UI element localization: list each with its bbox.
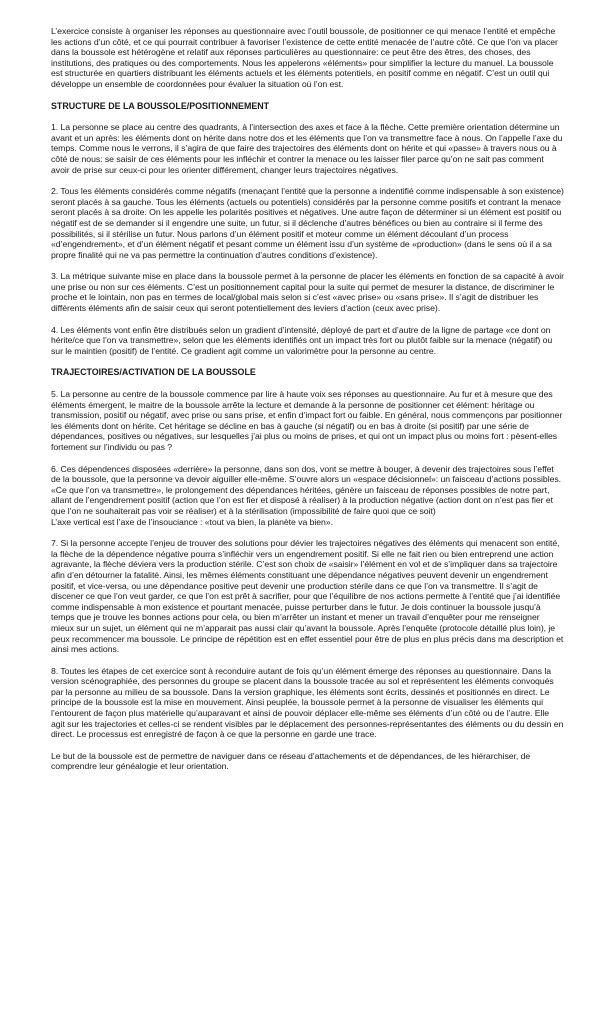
paragraph-4: 4. Les éléments vont enfin être distribués selon un gradient d’intensité, déployé de part et d’autre de la ligne de partage «ce dont on hérite/ce que l’on va transmettre», selon que les éléments identifiés ont un impact très fort ou plutôt faible sur la menace (négatif) ou sur le maintien (positif) de l’entité. Ce gradient agit comme un valorimètre pour la personne au centre. bbox=[51, 324, 553, 356]
paragraph-6: 6. Ces dépendences disposées «derrière» la personne, dans son dos, vont se mettre à bouger, à devenir des trajectoires sous l’effet de la boussole, que la personne va devoir aiguiller elle-même. S’ouvre alors un «espace décisionnel»: un faisceau d’actions possibles. «Ce que l’on va transmettre», le prolongement des dépendances héritées, génère un faisceau de réponses possibles de notre part, allant de l’engendrement positif (action que l’on est fier et disposé à réaliser) à la production négative (action dont on n’est pas fier et que l’on ne souhaiterait pas voir se réaliser) et à la stérilisation (impossibilité de faire quoi que ce soit) bbox=[51, 463, 562, 516]
paragraph-6-vertical-axis: L’axe vertical est l’axe de l’insouciance : «tout va bien, la planète va bien». bbox=[51, 516, 333, 527]
paragraph-3: 3. La métrique suivante mise en place dans la boussole permet à la personne de placer les éléments en fonction de sa capacité à avoir une prise ou non sur ces éléments. C’est un positionnement capital pour la suite qui permet de mesurer la distance, de discriminer le proche et le lointain, non pas en termes de local/global mais selon si c’est «avec prise» ou «sans prise». Il s’agit de distribuer les différents éléments afin de saisir ceux qui seront potentiellement des leviers d’action (ceux avec prise). bbox=[51, 271, 564, 314]
section-title-trajectoires: TRAJECTOIRES/ACTIVATION DE LA BOUSSOLE bbox=[51, 367, 256, 378]
paragraph-5: 5. La personne au centre de la boussole commence par lire à haute voix ses réponses au questionnaire. Au fur et à mesure que des éléments émergent, le maitre de la boussole arrête la lecture et demande à la personne de positionner cet élément: héritage ou transmission, positif ou négatif, avec prise ou sans prise, et enfin d’impact fort ou faible. En général, nous commençons par positionner les éléments dont on hérite. Cet héritage se décline en bas à gauche (si négatif) ou en bas à droite (si positif) par une série de dépendances, positives ou négatives, sur lesquelles j’ai plus ou moins de prises, et qui ont un impact plus ou moins fort : pèsent-elles fortement sur l’individu ou pas ? bbox=[51, 389, 563, 452]
document-page bbox=[51, 26, 564, 772]
intro-paragraph: L’exercice consiste à organiser les réponses au questionnaire avec l’outil boussole, de positionner ce qui menace l’entité et empêche les actions d’un côté, et ce qui pourrait contribuer à favoriser l’existence de cette entité menacée de l’autre côté. Ce que l’on va placer dans la boussole est hétérogène et relatif aux réponses particulières au questionnaire: ce peut être des êtres, des choses, des institutions, des pratiques ou des comportements. Nous les appelerons «éléments» pour simplifier la lecture du manuel. La boussole est structurée en quartiers distribuant les éléments actuels et les éléments potentiels, en positif comme en négatif. C’est un outil qui développe un ensemble de coordonnées pour évaluer la situation où l’on est. bbox=[51, 26, 558, 89]
paragraph-2: 2. Tous les éléments considérés comme négatifs (menaçant l’entité que la personne a indentifié comme indispensable à son existence) seront placés à sa gauche. Tous les éléments (actuels ou potentiels) considérés par la personne comme positifs et contrant la menace seront placés à sa droite. On les appelle les polarités positives et négatives. Une autre façon de déterminer si un élément est positif ou négatif est de se demander si il engendre une suite, un futur, si il déclenche d’autres bénéfices ou bien au contraire si il ferme des possibilités, si il stérilise un futur. Nous parlons d’un élément positif et moteur comme un élément découlant d’un process «d’engendrement», et d’un élément négatif et pesant comme un élément issu d’un système de «production» (dans le sens où il a sa propre finalité qui ne va pas permettre la continuation d’autres conditions d’existence). bbox=[51, 186, 564, 260]
paragraph-1: 1. La personne se place au centre des quadrants, à l’intersection des axes et face à la flèche. Cette première orientation détermine un avant et un après: les éléments dont on hérite dans notre dos et les éléments que l’on va transmettre face à nous. On l’appelle l’axe du temps. Comme nous le verrons, il s’agira de que faire des trajectoires des éléments dont on hérite et qui «passe» à travers nous ou à côté de nous: se saisir de ces éléments pour les infléchir et contrer la menace ou les laisser filer parce qu’on ne sait pas comment avoir de prise sur ceux-ci pour les orienter différement, changer leurs trajectoires négatives. bbox=[51, 122, 563, 175]
paragraph-8: 8. Toutes les étapes de cet exercice sont à reconduire autant de fois qu’un élément émerge des réponses au questionnaire. Dans la version scénographiée, des personnes du groupe se placent dans la boussole tracée au sol et représentent les éléments convoqués par la personne au milieu de sa boussole. Dans la version graphique, les éléments sont écrits, dessinés et positionnés en direct. Le principe de la boussole est la mise en mouvement. Ainsi peuplée, la boussole permet à la personne de visualiser les éléments qui l’entourent de façon plus matérielle qu’auparavant et ainsi de pouvoir déplacer elle-même ses éléments d’un côté ou de l’autre. Elle agit sur les trajectories et celles-ci se rendent visibles par le déplacement des personnes-représentantes des éléments ou du dessin en direct. Le processus est enregistré de façon à ce que la personne en garde une trace. bbox=[51, 665, 564, 740]
paragraph-7: 7. Si la personne accepte l’enjeu de trouver des solutions pour dévier les trajectoires négatives des éléments qui menacent son entité, la flèche de la dépendence négative pourra s’infléchir vers un engendrement positif. Si elle ne fait rien ou bien entreprend une action agravante, la flèche déviera vers la production stérile. C’est son choix de «saisir» l’élément en vol et de s’impliquer dans sa trajectoire afin d’en détourner la fatalité. Ainsi, les mêmes éléments constituant une dépendance négatives peuvent devenir un engendrement positif, et vice-versa, ou une dépendance positive peut devenir une production stérile dans ce que l’on va transmettre. Il s’agit de discener ce que l’on veut garder, ce que l’on est prêt à sacrifier, pour que l’équilibre de nos actions permette à l’entité que j’ai identifiée comme indispensable à mon existence et pourtant menacée, puisse perturber dans le futur. Je dois continuer la boussole jusqu’à temps que je trouve les bonnes actions pour cela, ou bien m’arrêter un instant et mener un travail d’enquêter pour me renseigner mieux sur un sujet, un élément qui ne m’apparait pas aussi clair qu’avant la boussole. Après l’enquête (protocole détaillé plus loin), je peux recommencer ma boussole. Le principe de répétition est en effet essentiel pour être de plus en plus précis dans ma description et ainsi mes actions. bbox=[51, 538, 564, 655]
section-title-structure: STRUCTURE DE LA BOUSSOLE/POSITIONNEMENT bbox=[51, 100, 270, 111]
conclusion-paragraph: Le but de la boussole est de permettre de naviguer dans ce réseau d’attachements et de dépendances, de les hiérarchiser, de comprendre leur généalogie et leur orientation. bbox=[51, 750, 531, 772]
